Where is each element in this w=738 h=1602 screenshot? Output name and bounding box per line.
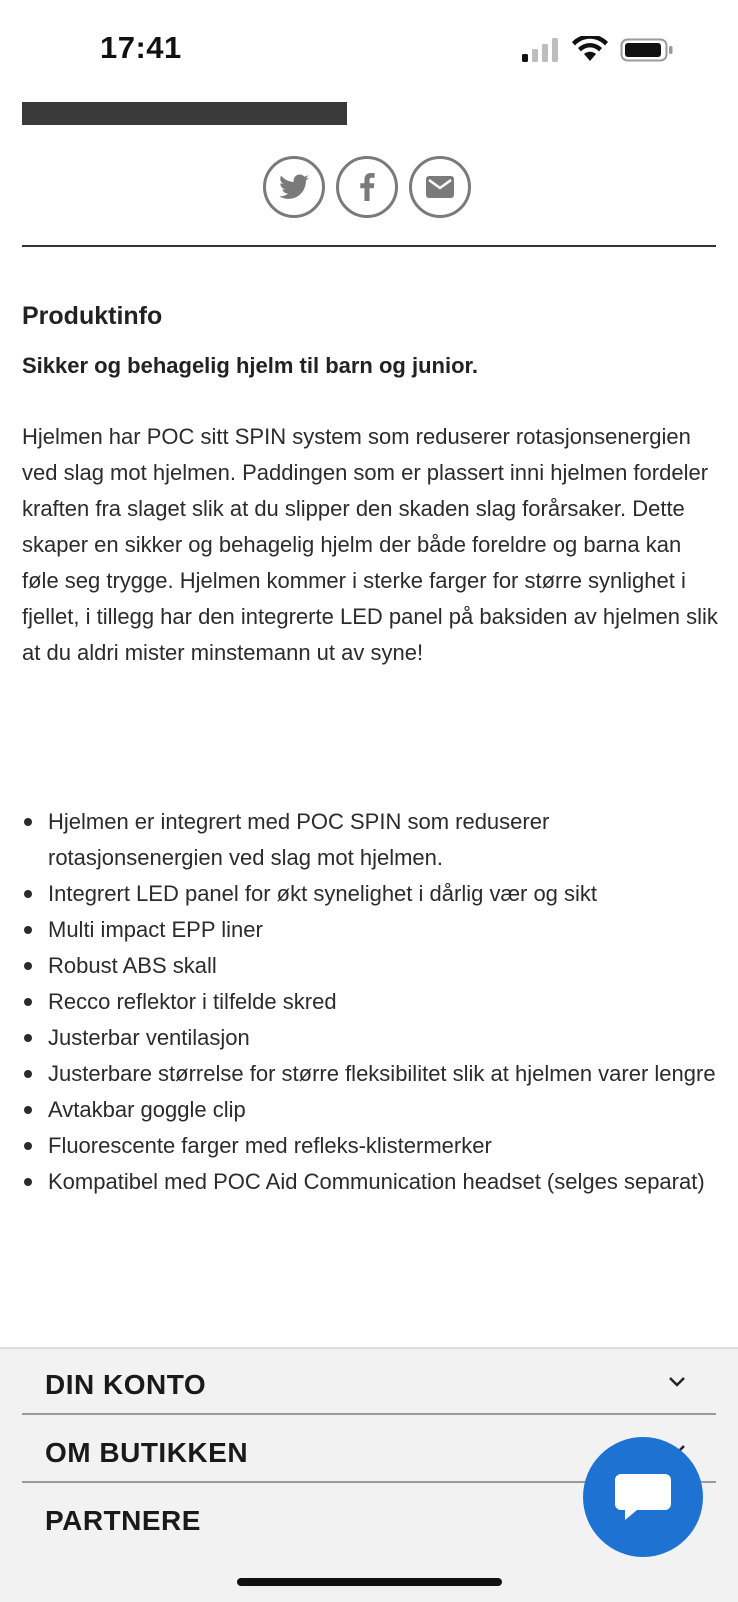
list-item: Justerbar ventilasjon	[22, 1020, 722, 1056]
bullet-icon	[24, 1178, 32, 1186]
bullet-icon	[24, 1106, 32, 1114]
bullet-icon	[24, 962, 32, 970]
bullet-icon	[24, 926, 32, 934]
bullet-icon	[24, 1142, 32, 1150]
list-item: Fluorescente farger med refleks-klistermerker	[22, 1128, 722, 1164]
list-item: Justerbare størrelse for større fleksibilitet slik at hjelmen varer lengre	[22, 1056, 722, 1092]
bullet-icon	[24, 1034, 32, 1042]
divider	[22, 245, 716, 247]
accordion-label: OM BUTIKKEN	[45, 1437, 249, 1468]
bullet-icon	[24, 1070, 32, 1078]
chat-bubble-icon	[613, 1472, 673, 1522]
share-buttons	[0, 156, 738, 222]
status-bar	[0, 0, 738, 96]
list-item: Robust ABS skall	[22, 948, 722, 984]
list-item: Recco reflektor i tilfelde skred	[22, 984, 722, 1020]
list-item: Avtakbar goggle clip	[22, 1092, 722, 1128]
twitter-icon	[279, 174, 309, 200]
redacted-product-name	[22, 102, 347, 125]
cellular-signal-icon	[522, 38, 562, 62]
list-item: Kompatibel med POC Aid Communication headset (selges separat)	[22, 1164, 722, 1200]
accordion-label: PARTNERE	[45, 1505, 201, 1536]
clock: 17:41	[100, 30, 182, 65]
home-indicator	[237, 1578, 502, 1586]
divider	[22, 1413, 716, 1415]
product-description: Hjelmen har POC sitt SPIN system som reduserer rotasjonsenergien ved slag mot hjelmen. Paddingen som er plassert inni hjelmen fordeler kraften fra slaget slik at du slipper den skaden slag forårsaker. Dette skaper en sikker og behagelig hjelm der både foreldre og barna kan føle seg trygge. Hjelmen kommer i sterke farger for større synlighet i fjellet, i tillegg har den integrerte LED panel på baksiden av hjelmen slik at du aldri mister minstemann ut av syne!	[22, 424, 718, 665]
share-facebook-button[interactable]	[336, 156, 398, 218]
share-email-button[interactable]	[409, 156, 471, 218]
share-twitter-button[interactable]	[263, 156, 325, 218]
battery-icon	[620, 38, 674, 62]
list-item: Multi impact EPP liner	[22, 912, 722, 948]
chevron-down-icon	[668, 1375, 686, 1389]
feature-list	[22, 804, 722, 1200]
bullet-icon	[24, 818, 32, 826]
accordion-label: DIN KONTO	[45, 1369, 207, 1400]
product-info-heading: Produktinfo	[22, 302, 163, 330]
accordion-din-konto[interactable]	[22, 1349, 716, 1415]
facebook-icon	[358, 173, 376, 201]
chat-button[interactable]	[583, 1437, 703, 1557]
mail-icon	[426, 176, 454, 198]
wifi-icon	[572, 36, 608, 62]
list-item: Integrert LED panel for økt synelighet i dårlig vær og sikt	[22, 876, 722, 912]
list-item: Hjelmen er integrert med POC SPIN som reduserer rotasjonsenergien ved slag mot hjelmen.	[22, 804, 722, 876]
bullet-icon	[24, 998, 32, 1006]
bullet-icon	[24, 890, 32, 898]
product-subtitle: Sikker og behagelig hjelm til barn og junior.	[22, 353, 478, 378]
